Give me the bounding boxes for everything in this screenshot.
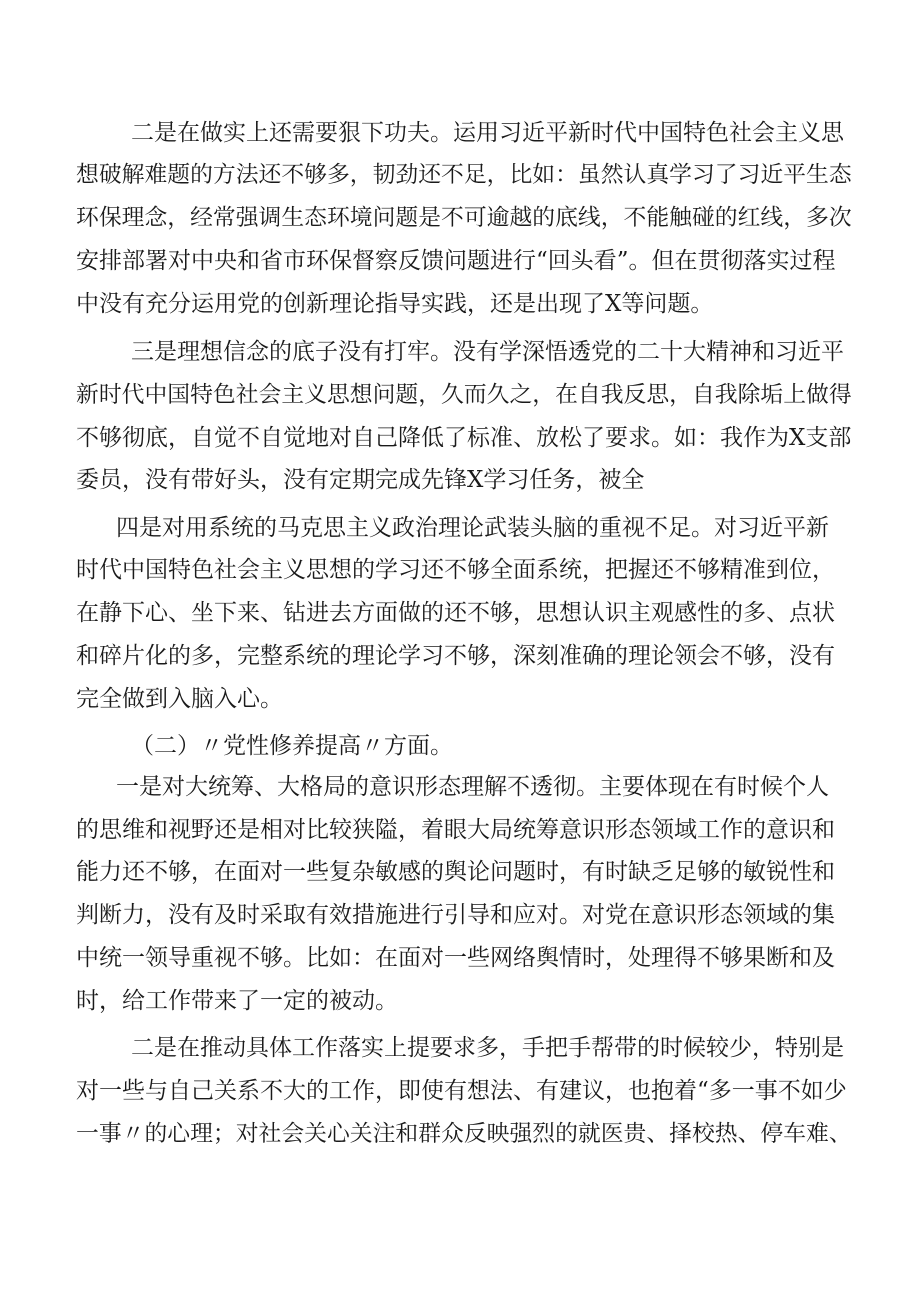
paragraph-4-line-3: 能力还不够，在面对一些复杂敏感的舆论问题时，有时缺乏足够的敏锐性和	[76, 859, 835, 885]
paragraph-1-line-2: 想破解难题的方法还不够多，韧劲还不足，比如：虽然认真学习了习近平生态	[76, 162, 852, 188]
paragraph-4-line-5: 中统一领导重视不够。比如：在面对一些网络舆情时，处理得不够果断和及	[76, 945, 835, 971]
paragraph-5-line-1: 二是在推动具体工作落实上提要求多，手把手帮带的时候较少，特别是	[131, 1035, 844, 1061]
paragraph-3-line-4: 和碎片化的多，完整系统的理论学习不够，深刻准确的理论领会不够，没有	[76, 643, 835, 669]
paragraph-4-line-6: 时，给工作带来了一定的被动。	[76, 988, 398, 1014]
section-heading: （二）〃党性修养提高〃方面。	[131, 733, 453, 759]
paragraph-4-line-4: 判断力，没有及时采取有效措施进行引导和应对。对党在意识形态领域的集	[76, 902, 835, 928]
paragraph-1-line-3: 环保理念，经常强调生态环境问题是不可逾越的底线，不能触碰的红线，多次	[76, 205, 852, 231]
paragraph-3-line-3: 在静下心、坐下来、钻进去方面做的还不够，思想认识主观感性的多、点状	[76, 600, 835, 626]
paragraph-3-line-1: 四是对用系统的马克思主义政治理论武装头脑的重视不足。对习近平新	[116, 515, 829, 541]
paragraph-2-line-4: 委员，没有带好头，没有定期完成先锋X学习任务，被全	[76, 467, 645, 493]
paragraph-2-line-1: 三是理想信念的底子没有打牢。没有学深悟透党的二十大精神和习近平	[131, 339, 844, 365]
paragraph-2-line-3: 不够彻底，自觉不自觉地对自己降低了标准、放松了要求。如：我作为X支部	[76, 425, 852, 451]
paragraph-4-line-2: 的思维和视野还是相对比较狭隘，着眼大局统筹意识形态领域工作的意识和	[76, 817, 835, 843]
paragraph-4-line-1: 一是对大统筹、大格局的意识形态理解不透彻。主要体现在有时候个人	[116, 774, 829, 800]
paragraph-1-line-4: 安排部署对中央和省市环保督察反馈问题进行“回头看”。但在贯彻落实过程	[76, 248, 836, 274]
paragraph-5-line-2: 对一些与自己关系不大的工作，即使有想法、有建议，也抱着“多一事不如少	[76, 1078, 847, 1104]
paragraph-1-line-1: 二是在做实上还需要狠下功夫。运用习近平新时代中国特色社会主义思	[131, 120, 844, 146]
paragraph-3-line-5: 完全做到入脑入心。	[76, 686, 283, 712]
paragraph-3-line-2: 时代中国特色社会主义思想的学习还不够全面系统，把握还不够精准到位，	[76, 557, 835, 583]
paragraph-1-line-5: 中没有充分运用党的创新理论指导实践，还是出现了X等问题。	[76, 291, 714, 317]
paragraph-5-line-3: 一事〃的心理；对社会关心关注和群众反映强烈的就医贵、择校热、停车难、	[76, 1121, 852, 1147]
paragraph-2-line-2: 新时代中国特色社会主义思想问题，久而久之，在自我反思，自我除垢上做得	[76, 382, 852, 408]
